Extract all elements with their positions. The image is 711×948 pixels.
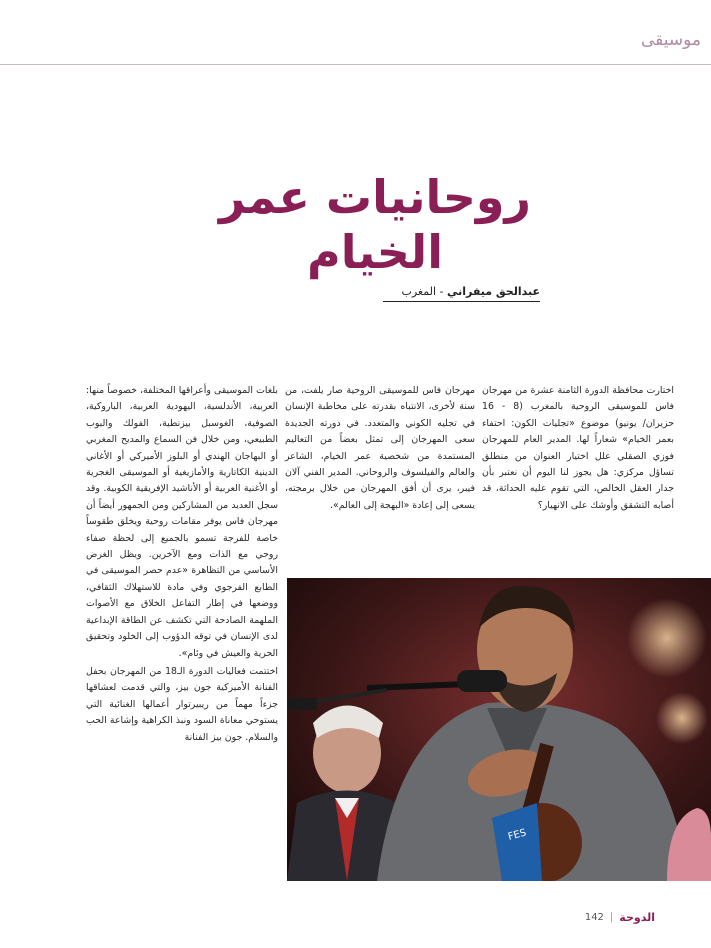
byline bbox=[383, 285, 540, 302]
column-1-paragraph: اختارت محافظة الدورة الثامنة عشرة من مهرجان فاس للموسيقى الروحية بالمغرب (8 - 16 حزيران/ يونيو) موضوع «تجليات الكون: احتفاء بعمر الخيام» شعاراً لها. المدير العام للمهرجان فوزي الصقلي علل اختيار العنوان من منطلق تساؤل مركزي: هل يجوز لنا اليوم أن نعتبر بأن جدار العقل الخالص، التي تقوم عليه الحداثة، قد أصابه التشقق وأوشك على الانهيار؟ bbox=[482, 385, 674, 511]
text-column-1 bbox=[482, 383, 674, 516]
byline-separator: - bbox=[436, 285, 447, 298]
page-number: 142 bbox=[584, 912, 604, 923]
column-3-paragraph-1: بلغات الموسيقى وأعراقها المختلفة، خصوصاً منها: العربية، الأندلسية، اليهودية العربية، الباروكية، الصوفية، الغوسبل بيزنطية، الفولك والبوب الطبيعي، ومن خلال فن السماع والمديح المغربي أو البهاجان الهندي أو البلوز الأميركي أو الأغاني الدينية الكاتارية والأمازيغية أو الموسيقى الغجرية أو الأغنية العربية أو الأناشيد الإفريقية الكوبية. وقد سجل العديد من المشاركين ومن الجمهور أيضاً أن مهرجان فاس يوفر مقامات روحية ويخلق طقوساً خاصة للفرجة تسمو بالجميع إلى لحظة صفاء روحي مع الذات ومع الآخرين. ويظل الغرض الأساسي من التظاهرة «عدم حصر الموسيقى في الطابع الفرجوي وفي مادة للاستهلاك الثقافي، ووضعها في إطار التفاعل الخلاق مع الأصوات الملهمة الصادحة التي تكشف عن الطاقة الإبداعية لدى الإنسان في توقه الدؤوب إلى الخلود وتحقيق الحرية والعيش في وئام». bbox=[86, 385, 278, 659]
footer-separator: | bbox=[609, 912, 614, 923]
banner-text: FES bbox=[506, 827, 528, 843]
article-headline: روحانيات عمر الخيام bbox=[219, 170, 531, 280]
concert-photo-icon bbox=[287, 578, 711, 881]
concert-photo bbox=[287, 578, 711, 881]
section-title: موسيقى bbox=[640, 30, 701, 50]
column-3-paragraph-2: اختتمت فعاليات الدورة الـ18 من المهرجان بحفل الفنانة الأميركية جون بيز، والتي قدمت لعشاقها جزءاً مهماً من ريبيرتوار أعمالها الغنائية التي يستوحي معاناة السود ونبذ الكراهية وإشاعة الحب والسلام. جون بيز الفنانة bbox=[86, 665, 278, 743]
text-column-2 bbox=[285, 383, 475, 516]
byline-place: المغرب bbox=[401, 285, 436, 298]
text-column-3 bbox=[86, 383, 278, 748]
page-footer bbox=[585, 911, 655, 924]
magazine-name: الدوحة bbox=[619, 911, 655, 924]
byline-author: عبدالحق ميفراني bbox=[446, 285, 540, 298]
header-rule bbox=[0, 64, 711, 65]
column-2-paragraph: مهرجان فاس للموسيقى الروحية صار يلفت، من سنة لأخرى، الانتباه بقدرته على مخاطبة الإنسان في تجليه الكوني والمتعدد. في دورته الجديدة سعى المهرجان إلى تمثل بعضاً من التعاليم المستمدة من شخصية عمر الخيام، الشاعر والعالم والفيلسوف والروحاني. المدير الفني آلان فيبر، يرى أن أفق المهرجان من خلال برمجته، يسعى إلى إعادة «البهجة إلى العالم». bbox=[285, 385, 475, 511]
